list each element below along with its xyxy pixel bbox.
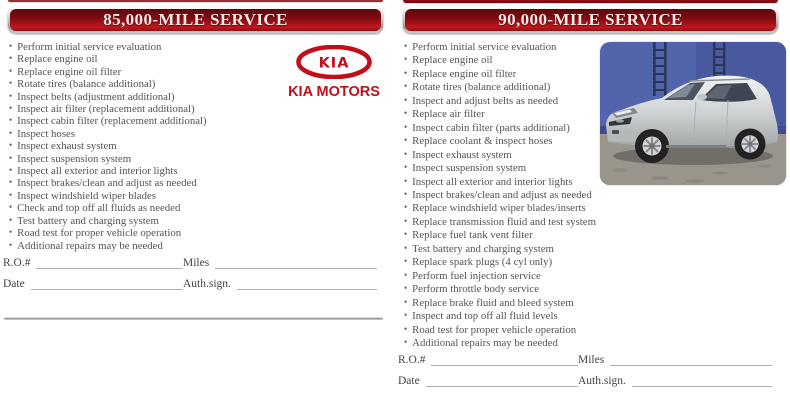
service-item-text: Rotate tires (balance additional): [412, 81, 551, 94]
service-item: [9, 41, 259, 53]
service-item: [9, 78, 259, 90]
date-label: Date: [3, 278, 25, 290]
service-item: [9, 153, 259, 165]
service-item-text: Replace engine oil: [17, 53, 98, 66]
service-item-text: Replace fuel tank vent filter: [412, 229, 533, 242]
service-item-text: Replace brake fluid and bleed system: [412, 296, 574, 309]
miles-field[interactable]: [610, 354, 772, 366]
service-item: [9, 53, 259, 65]
service-item: [404, 324, 654, 337]
service-card-90000: [398, 0, 778, 416]
service-card-85000: [3, 0, 383, 416]
service-item: [9, 165, 259, 177]
bullet-icon: •: [9, 53, 13, 64]
banner-inner: [10, 9, 381, 31]
bullet-icon: •: [9, 127, 13, 138]
bullet-icon: •: [404, 162, 408, 173]
service-item-text: Inspect windshield wiper blades: [17, 189, 156, 202]
bullet-icon: •: [404, 135, 408, 146]
service-item: [404, 189, 654, 202]
service-item-text: Check and top off all fluids as needed: [17, 202, 181, 215]
bullet-icon: •: [404, 188, 408, 199]
bullet-icon: •: [9, 115, 13, 126]
service-list-85000: [9, 41, 259, 252]
bullet-icon: •: [404, 336, 408, 347]
ro-miles-row: [398, 352, 778, 366]
service-item-text: Inspect suspension system: [412, 162, 527, 175]
service-item: [9, 103, 259, 115]
service-item: [404, 216, 654, 229]
card-bottom-divider: [4, 317, 383, 320]
bullet-icon: •: [9, 152, 13, 163]
service-item: [9, 91, 259, 103]
bullet-icon: •: [404, 175, 408, 186]
service-item-text: Inspect belts (adjustment additional): [17, 90, 175, 103]
service-item-text: Inspect brakes/clean and adjust as needed: [17, 177, 197, 190]
service-item: [404, 243, 654, 256]
auth-sign-field[interactable]: [237, 278, 377, 290]
bullet-icon: •: [404, 121, 408, 132]
bullet-icon: •: [9, 78, 13, 89]
auth-sign-label: Auth.sign.: [183, 278, 231, 290]
service-item: [9, 177, 259, 189]
miles-label: Miles: [578, 354, 605, 366]
service-item-text: Replace air filter: [412, 108, 485, 121]
service-item: [404, 297, 654, 310]
service-item-text: Road test for proper vehicle operation: [17, 227, 182, 240]
service-item-text: Replace engine oil filter: [17, 65, 122, 78]
service-item-text: Perform throttle body service: [412, 283, 539, 296]
auth-sign-field[interactable]: [632, 375, 772, 387]
bullet-icon: •: [9, 214, 13, 225]
service-item-text: Inspect cabin filter (parts additional): [412, 121, 570, 134]
banner-inner: [405, 9, 776, 31]
service-item-text: Inspect and adjust belts as needed: [412, 94, 559, 107]
service-item-text: Replace transmission fluid and test system: [412, 215, 596, 228]
bullet-icon: •: [404, 283, 408, 294]
card-title-90000: 90,000-MILE SERVICE: [498, 10, 683, 29]
service-item-text: Inspect exhaust system: [412, 148, 512, 161]
ro-label: R.O.#: [398, 354, 426, 366]
service-item-text: Test battery and charging system: [412, 242, 554, 255]
service-item: [404, 229, 654, 242]
date-auth-row: [3, 276, 383, 290]
form-fields-85000: [3, 255, 383, 297]
service-item-text: Perform initial service evaluation: [17, 41, 162, 53]
service-item-text: Perform initial service evaluation: [412, 41, 557, 53]
bullet-icon: •: [404, 229, 408, 240]
service-item-text: Test battery and charging system: [17, 214, 159, 227]
cropped-banner-edge: [403, 0, 778, 3]
service-item: [9, 66, 259, 78]
service-item-text: Road test for proper vehicle operation: [412, 323, 577, 336]
service-item: [404, 270, 654, 283]
service-item-text: Replace windshield wiper blades/inserts: [412, 202, 586, 215]
bullet-icon: •: [9, 202, 13, 213]
bullet-icon: •: [9, 227, 13, 238]
bullet-icon: •: [404, 81, 408, 92]
service-item: [9, 202, 259, 214]
service-item: [404, 256, 654, 269]
bullet-icon: •: [404, 108, 408, 119]
vehicle-photo: [600, 42, 786, 185]
service-item-text: Additional repairs may be needed: [17, 239, 163, 252]
service-item-text: Replace spark plugs (4 cyl only): [412, 256, 553, 269]
service-item: [9, 215, 259, 227]
form-fields-90000: [398, 352, 778, 394]
bullet-icon: •: [404, 215, 408, 226]
bullet-icon: •: [9, 103, 13, 114]
silver-suv-illustration: [600, 42, 786, 185]
bullet-icon: •: [9, 189, 13, 200]
bullet-icon: •: [404, 269, 408, 280]
service-item-text: Inspect hoses: [17, 127, 76, 140]
service-item-text: Inspect exhaust system: [17, 140, 117, 153]
kia-oval-logo-icon: [295, 45, 373, 79]
date-field[interactable]: [426, 375, 578, 387]
service-item-text: Inspect air filter (replacement additional): [17, 103, 195, 116]
bullet-icon: •: [404, 202, 408, 213]
date-field[interactable]: [31, 278, 183, 290]
bullet-icon: •: [404, 296, 408, 307]
service-item-text: Perform fuel injection service: [412, 269, 541, 282]
service-item-text: Inspect suspension system: [17, 152, 132, 165]
service-item: [9, 115, 259, 127]
bullet-icon: •: [9, 177, 13, 188]
bullet-icon: •: [9, 65, 13, 76]
bullet-icon: •: [9, 140, 13, 151]
service-item: [404, 337, 654, 350]
miles-field[interactable]: [215, 257, 377, 269]
service-item-text: Inspect cabin filter (replacement additional): [17, 115, 207, 128]
kia-wordmark: KIA MOTORS: [288, 84, 380, 100]
service-item-text: Inspect brakes/clean and adjust as needed: [412, 188, 592, 201]
bullet-icon: •: [9, 165, 13, 176]
bullet-icon: •: [404, 242, 408, 253]
service-item-text: Inspect all exterior and interior lights: [17, 165, 178, 178]
service-item: [9, 190, 259, 202]
date-label: Date: [398, 375, 420, 387]
bullet-icon: •: [404, 310, 408, 321]
bullet-icon: •: [404, 67, 408, 78]
service-item: [9, 240, 259, 252]
bullet-icon: •: [404, 54, 408, 65]
service-item-text: Replace engine oil: [412, 54, 493, 67]
service-item-text: Inspect all exterior and interior lights: [412, 175, 573, 188]
service-item: [9, 140, 259, 152]
ro-number-field[interactable]: [36, 257, 183, 269]
service-item: [404, 310, 654, 323]
ro-label: R.O.#: [3, 257, 31, 269]
banner-85000: [8, 7, 383, 33]
banner-90000: [403, 7, 778, 33]
bullet-icon: •: [404, 41, 408, 51]
bullet-icon: •: [404, 323, 408, 334]
service-item: [9, 128, 259, 140]
bullet-icon: •: [9, 239, 13, 250]
kia-logo: [280, 45, 388, 100]
bullet-icon: •: [9, 90, 13, 101]
service-item: [404, 202, 654, 215]
bullet-icon: •: [404, 148, 408, 159]
date-auth-row: [398, 373, 778, 387]
service-item-text: Rotate tires (balance additional): [17, 78, 156, 91]
ro-miles-row: [3, 255, 383, 269]
svg-text:KIA: KIA: [318, 55, 350, 72]
service-item: [404, 283, 654, 296]
bullet-icon: •: [404, 94, 408, 105]
auth-sign-label: Auth.sign.: [578, 375, 626, 387]
bullet-icon: •: [9, 41, 13, 51]
ro-number-field[interactable]: [431, 354, 578, 366]
miles-label: Miles: [183, 257, 210, 269]
service-item-text: Additional repairs may be needed: [412, 336, 558, 349]
service-item: [9, 227, 259, 239]
service-item-text: Inspect and top off all fluid levels: [412, 310, 558, 323]
service-item-text: Replace coolant & inspect hoses: [412, 135, 553, 148]
cropped-banner-edge: [8, 0, 383, 2]
card-title-85000: 85,000-MILE SERVICE: [103, 10, 288, 29]
service-item-text: Replace engine oil filter: [412, 67, 517, 80]
bullet-icon: •: [404, 256, 408, 267]
